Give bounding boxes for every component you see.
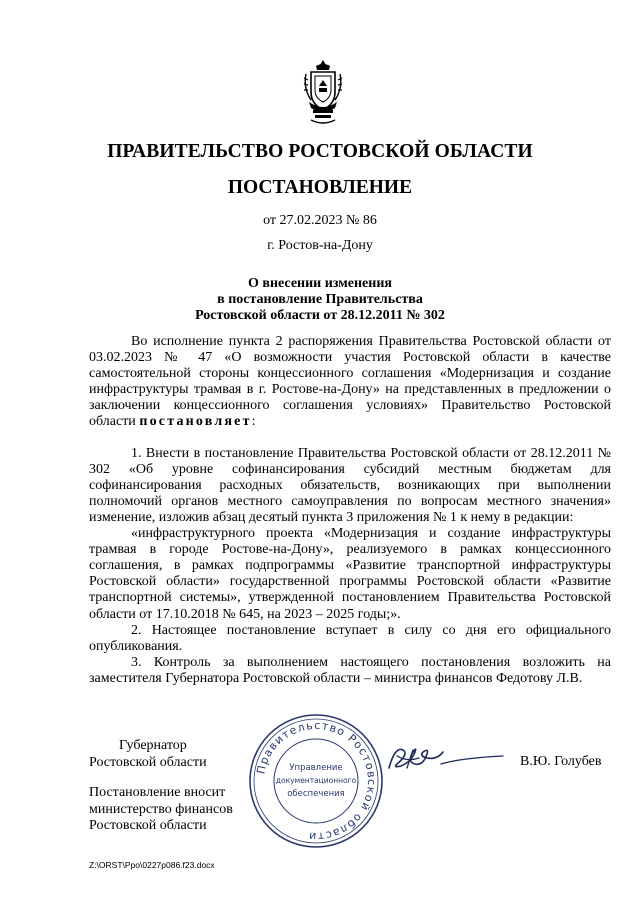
coat-of-arms-emblem-icon — [303, 58, 343, 126]
subject-line: Ростовской области от 28.12.2011 № 302 — [195, 308, 445, 323]
subject-line: в постановление Правительства — [217, 292, 423, 307]
submitted-line: Ростовской области — [89, 818, 207, 833]
stamp-center-line: обеспечения — [287, 789, 345, 799]
subject-line: О внесении изменения — [248, 276, 392, 291]
position-line: Губернатор — [119, 738, 187, 753]
document-date-number: от 27.02.2023 № 86 — [263, 213, 377, 228]
submitted-line: Постановление вносит — [89, 785, 226, 800]
document-type: ПОСТАНОВЛЕНИЕ — [227, 177, 413, 198]
preamble-end: : — [251, 414, 256, 430]
document-subject — [0, 276, 640, 324]
file-path-footer: Z:\ORST\Ppo\0227p086.f23.docx — [89, 860, 215, 870]
stamp-center-line: документационного — [275, 776, 357, 785]
position-line: Ростовской области — [89, 755, 207, 770]
item-1-quote-paragraph: «инфраструктурного проекта «Модернизация и создание инфраструктуры трамвая в городе Ростове-на-Дону», реализуемого в рамках концессионного соглашения, в рамках подпрограммы «Развитие транспортной инфраструктуры Ростовской области» государственной программы Ростовской области «Развитие транспортной системы», утвержденной постановлением Правительства Ростовской области от 17.10.2018 № 645, на 2023 – 2025 годы;». — [89, 526, 611, 622]
item-2-paragraph: 2. Настоящее постановление вступает в силу со дня его официального опубликования. — [89, 622, 611, 654]
stamp-ring-text: Правительство Ростовской области — [254, 718, 379, 844]
preamble-paragraph — [89, 334, 611, 431]
item-1-paragraph: 1. Внести в постановление Правительства Ростовской области от 28.12.2011 № 302 «Об уровне софинансирования субсидий местным бюджетам для софинансирования расходных обязательств, возникающих при выполнении полномочий органов местного самоуправления по вопросам местного значения» изменение, изложив абзац десятый пункта 3 приложения № 1 к нему в редакции: — [89, 445, 611, 525]
document-body — [89, 334, 611, 687]
signer-name: В.Ю. Голубев — [520, 754, 602, 769]
stamp-center-line: Управление — [289, 763, 343, 773]
preamble-text: Во исполнение пункта 2 распоряжения Правительства Ростовской области от 03.02.2023 № 47 «О возможности участия Ростовской области в качестве самостоятельной стороны концессионного соглашения «Модернизация и создание инфраструктуры трамвая в г. Ростове-на-Дону» на представленных в предложении о заключении концессионного соглашения условиях» Правительство Ростовской области — [89, 334, 611, 430]
item-3-paragraph: 3. Контроль за выполнением настоящего постановления возложить на заместителя Губернатора Ростовской области – министра финансов Федотову Л.В. — [89, 654, 611, 686]
handwritten-signature — [385, 740, 507, 780]
official-stamp — [247, 712, 385, 850]
document-city: г. Ростов-на-Дону — [267, 238, 373, 253]
signature-position — [89, 737, 207, 771]
submitted-line: министерство финансов — [89, 801, 233, 817]
organization-title: ПРАВИТЕЛЬСТВО РОСТОВСКОЙ ОБЛАСТИ — [107, 141, 533, 162]
submitted-by — [89, 785, 233, 835]
resolves-word: постановляет — [139, 414, 252, 430]
